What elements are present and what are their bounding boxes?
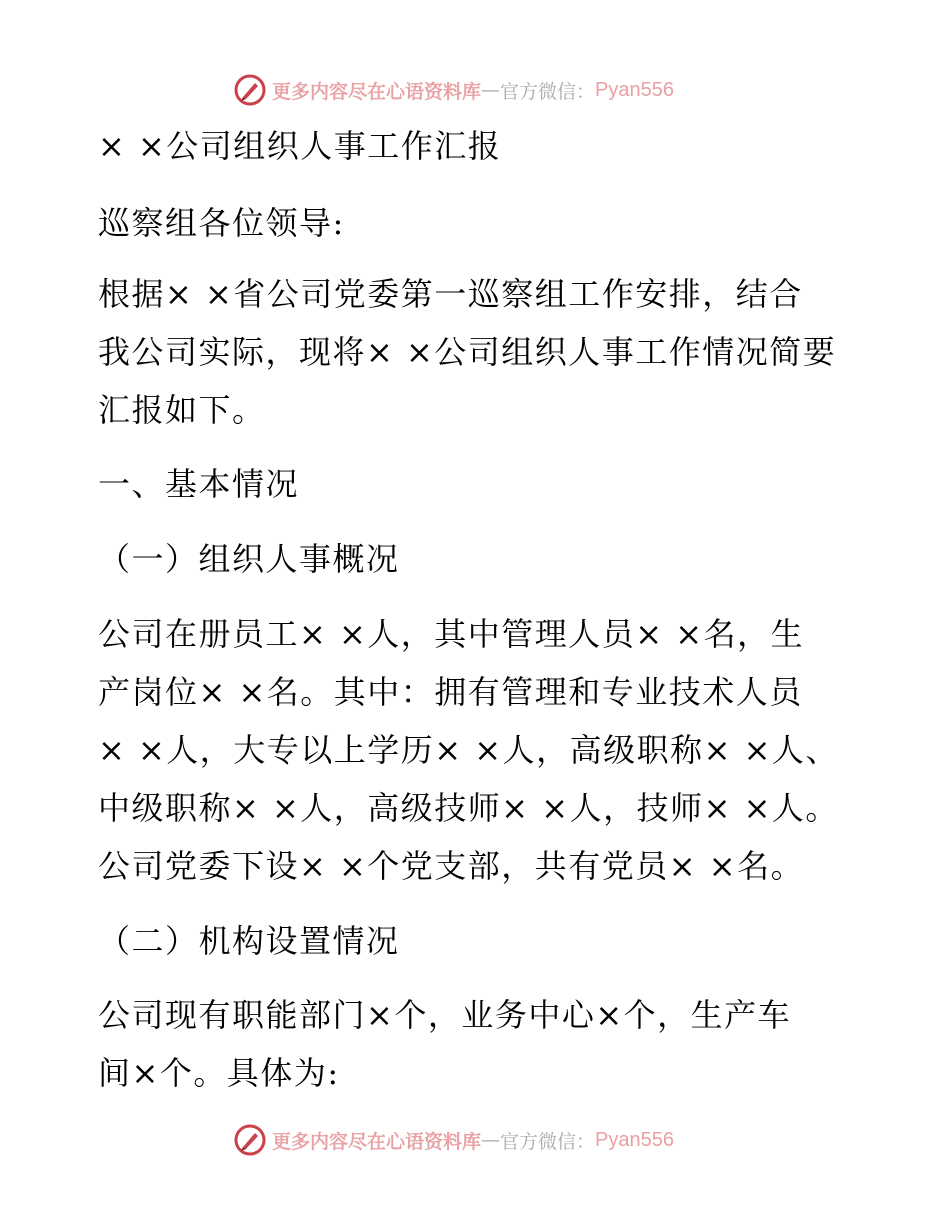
- watermark-dash: —: [481, 79, 501, 101]
- sub2-heading: （二）机构设置情况: [98, 922, 400, 960]
- sub2-body-line-1: 公司现有职能部门×个，业务中心×个，生产车: [98, 996, 792, 1034]
- sub1-body-line-4: 中级职称× ×人，高级技师× ×人，技师× ×人。: [98, 789, 839, 827]
- intro-line-1: 根据× ×省公司党委第一巡察组工作安排，结合: [98, 275, 803, 313]
- sub1-body-line-5: 公司党委下设× ×个党支部，共有党员× ×名。: [98, 847, 805, 885]
- intro-line-3: 汇报如下。: [98, 391, 266, 429]
- watermark-wechat-label: 官方微信：: [500, 80, 596, 103]
- sub2-body-line-2: 间×个。具体为:: [98, 1054, 340, 1092]
- section1-heading: 一、基本情况: [98, 465, 300, 503]
- watermark-dash: —: [481, 1129, 501, 1151]
- watermark-logo-icon: [234, 1124, 266, 1156]
- sub1-body-line-3: × ×人，大专以上学历× ×人，高级职称× ×人、: [98, 731, 839, 769]
- watermark-main-text: 更多内容尽在心语资料库: [272, 80, 482, 103]
- watermark-header: [234, 72, 674, 108]
- watermark-main-text: 更多内容尽在心语资料库: [272, 1130, 482, 1153]
- sub1-body-line-2: 产岗位× ×名。其中：拥有管理和专业技术人员: [98, 673, 803, 711]
- watermark-logo-icon: [234, 74, 266, 106]
- intro-line-2: 我公司实际，现将× ×公司组织人事工作情况简要: [98, 333, 837, 371]
- sub1-heading: （一）组织人事概况: [98, 540, 400, 578]
- watermark-footer: [234, 1122, 674, 1158]
- watermark-wechat-id: Pyan556: [595, 78, 674, 101]
- salutation: 巡察组各位领导:: [98, 204, 345, 242]
- sub1-body-line-1: 公司在册员工× ×人，其中管理人员× ×名，生: [98, 615, 805, 653]
- document-title: × ×公司组织人事工作汇报: [98, 127, 502, 165]
- watermark-wechat-id: Pyan556: [595, 1128, 674, 1151]
- watermark-wechat-label: 官方微信：: [500, 1130, 596, 1153]
